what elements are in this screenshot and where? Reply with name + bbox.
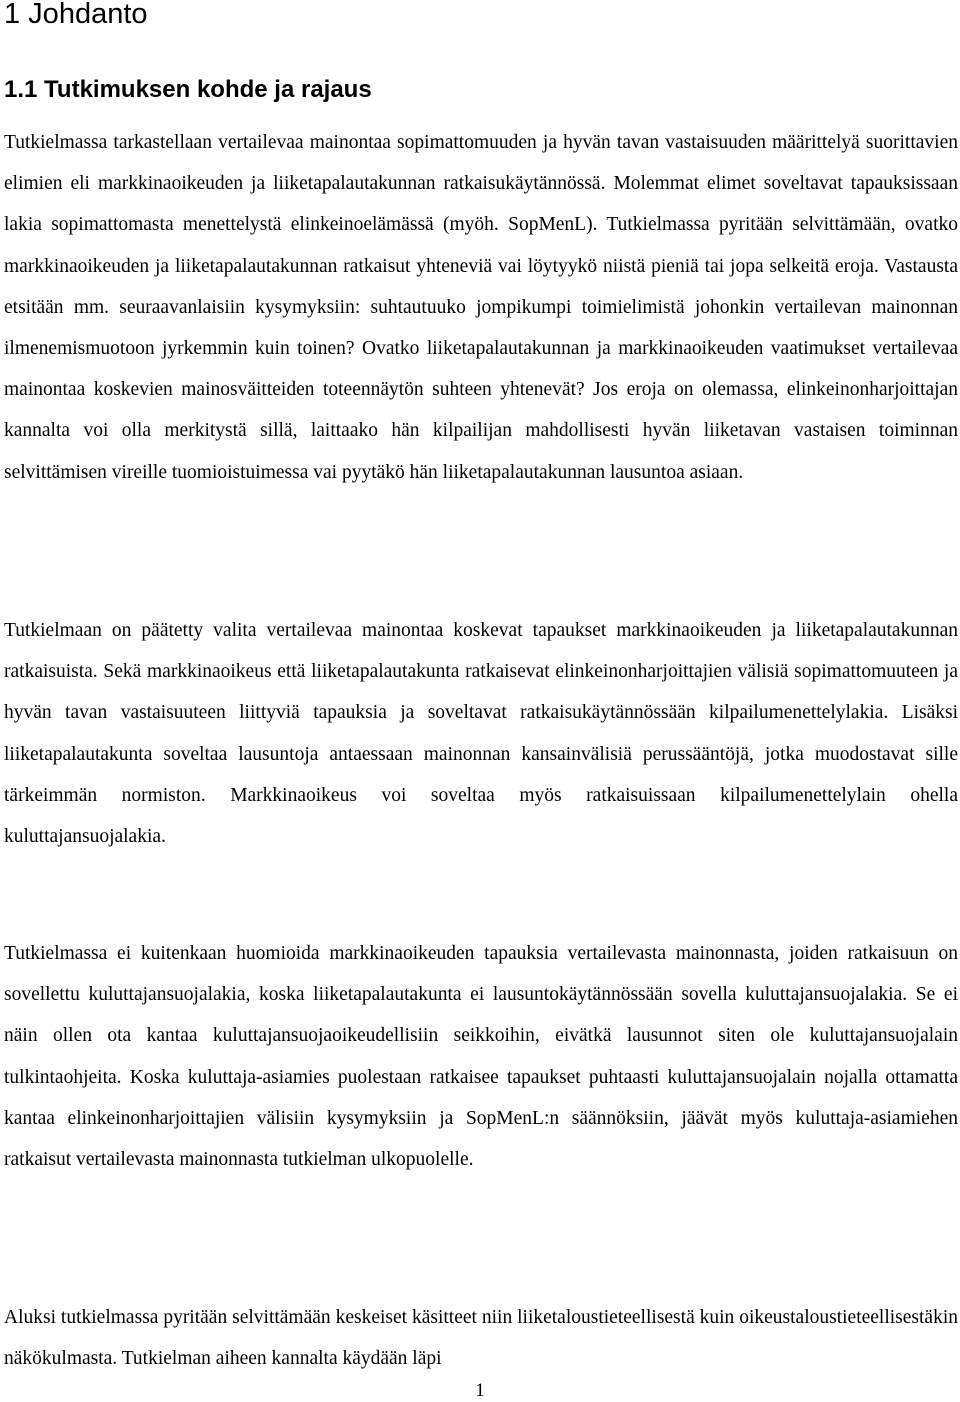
section-heading: 1.1 Tutkimuksen kohde ja rajaus bbox=[4, 76, 372, 103]
paragraph-2: Tutkielmaan on päätetty valita vertailevaa mainontaa koskevat tapaukset markkinaoikeuden ja liiketapalautakunnan ratkaisuista. Sekä markkinaoikeus että liiketapalautakunta ratkaisevat elinkeinonharjoittajien välisiä sopimattomuuteen ja hyvän tavan vastaisuuteen liittyviä tapauksia ja soveltavat ratkaisukäytännössään kilpailumenettelylakia. Lisäksi liiketapalautakunta soveltaa lausuntoja antaessaan mainonnan kansainvälisiä perussääntöjä, jotka muodostavat sille tärkeimmän normiston. Markkinaoikeus voi soveltaa myös ratkaisuissaan kilpailumenettelylain ohella kuluttajansuojalakia. bbox=[4, 620, 958, 848]
page-number: 1 bbox=[475, 1380, 485, 1401]
chapter-heading: 1 Johdanto bbox=[4, 0, 148, 30]
paragraph-3: Tutkielmassa ei kuitenkaan huomioida markkinaoikeuden tapauksia vertailevasta mainonnasta, joiden ratkaisuun on sovellettu kuluttajansuojalakia, koska liiketapalautakunta ei lausuntokäytännössään sovella kuluttajansuojalakia. Se ei näin ollen ota kantaa kuluttajansuojaoikeudellisiin seikkoihin, eivätkä lausunnot siten ole kuluttajansuojalain tulkintaohjeita. Koska kuluttaja-asiamies puolestaan ratkaisee tapaukset puhtaasti kuluttajansuojalain nojalla ottamatta kantaa elinkeinonharjoittajien välisiin kysymyksiin ja SopMenL:n säännöksiin, jäävät myös kuluttaja-asiamiehen ratkaisut vertailevasta mainonnasta tutkielman ulkopuolelle. bbox=[4, 943, 958, 1171]
paragraph-1: Tutkielmassa tarkastellaan vertailevaa mainontaa sopimattomuuden ja hyvän tavan vastaisuuden määrittelyä suorittavien elimien eli markkinaoikeuden ja liiketapalautakunnan ratkaisukäytännössä. Molemmat elimet soveltavat tapauksissaan lakia sopimattomasta menettelystä elinkeinoelämässä (myöh. SopMenL). Tutkielmassa pyritään selvittämään, ovatko markkinaoikeuden ja liiketapalautakunnan ratkaisut yhteneviä vai löytyykö niistä pieniä tai jopa selkeitä eroja. Vastausta etsitään mm. seuraavanlaisiin kysymyksiin: suhtautuuko jompikumpi toimielimistä johonkin vertailevan mainonnan ilmenemismuotoon jyrkemmin kuin toinen? Ovatko liiketapalautakunnan ja markkinaoikeuden vaatimukset vertailevaa mainontaa koskevien mainosväitteiden toteennäytön suhteen yhtenevät? Jos eroja on olemassa, elinkeinonharjoittajan kannalta voi olla merkitystä sillä, laittaako hän kilpailijan mahdollisesti hyvän liiketavan vastaisen toiminnan selvittämisen vireille tuomioistuimessa vai pyytäkö hän liiketapalautakunnan lausuntoa asiaan. bbox=[4, 132, 958, 483]
paragraph-4: Aluksi tutkielmassa pyritään selvittämään keskeiset käsitteet niin liiketaloustieteellisestä kuin oikeustaloustieteellisestäkin näkökulmasta. Tutkielman aiheen kannalta käydään läpi bbox=[4, 1307, 958, 1370]
